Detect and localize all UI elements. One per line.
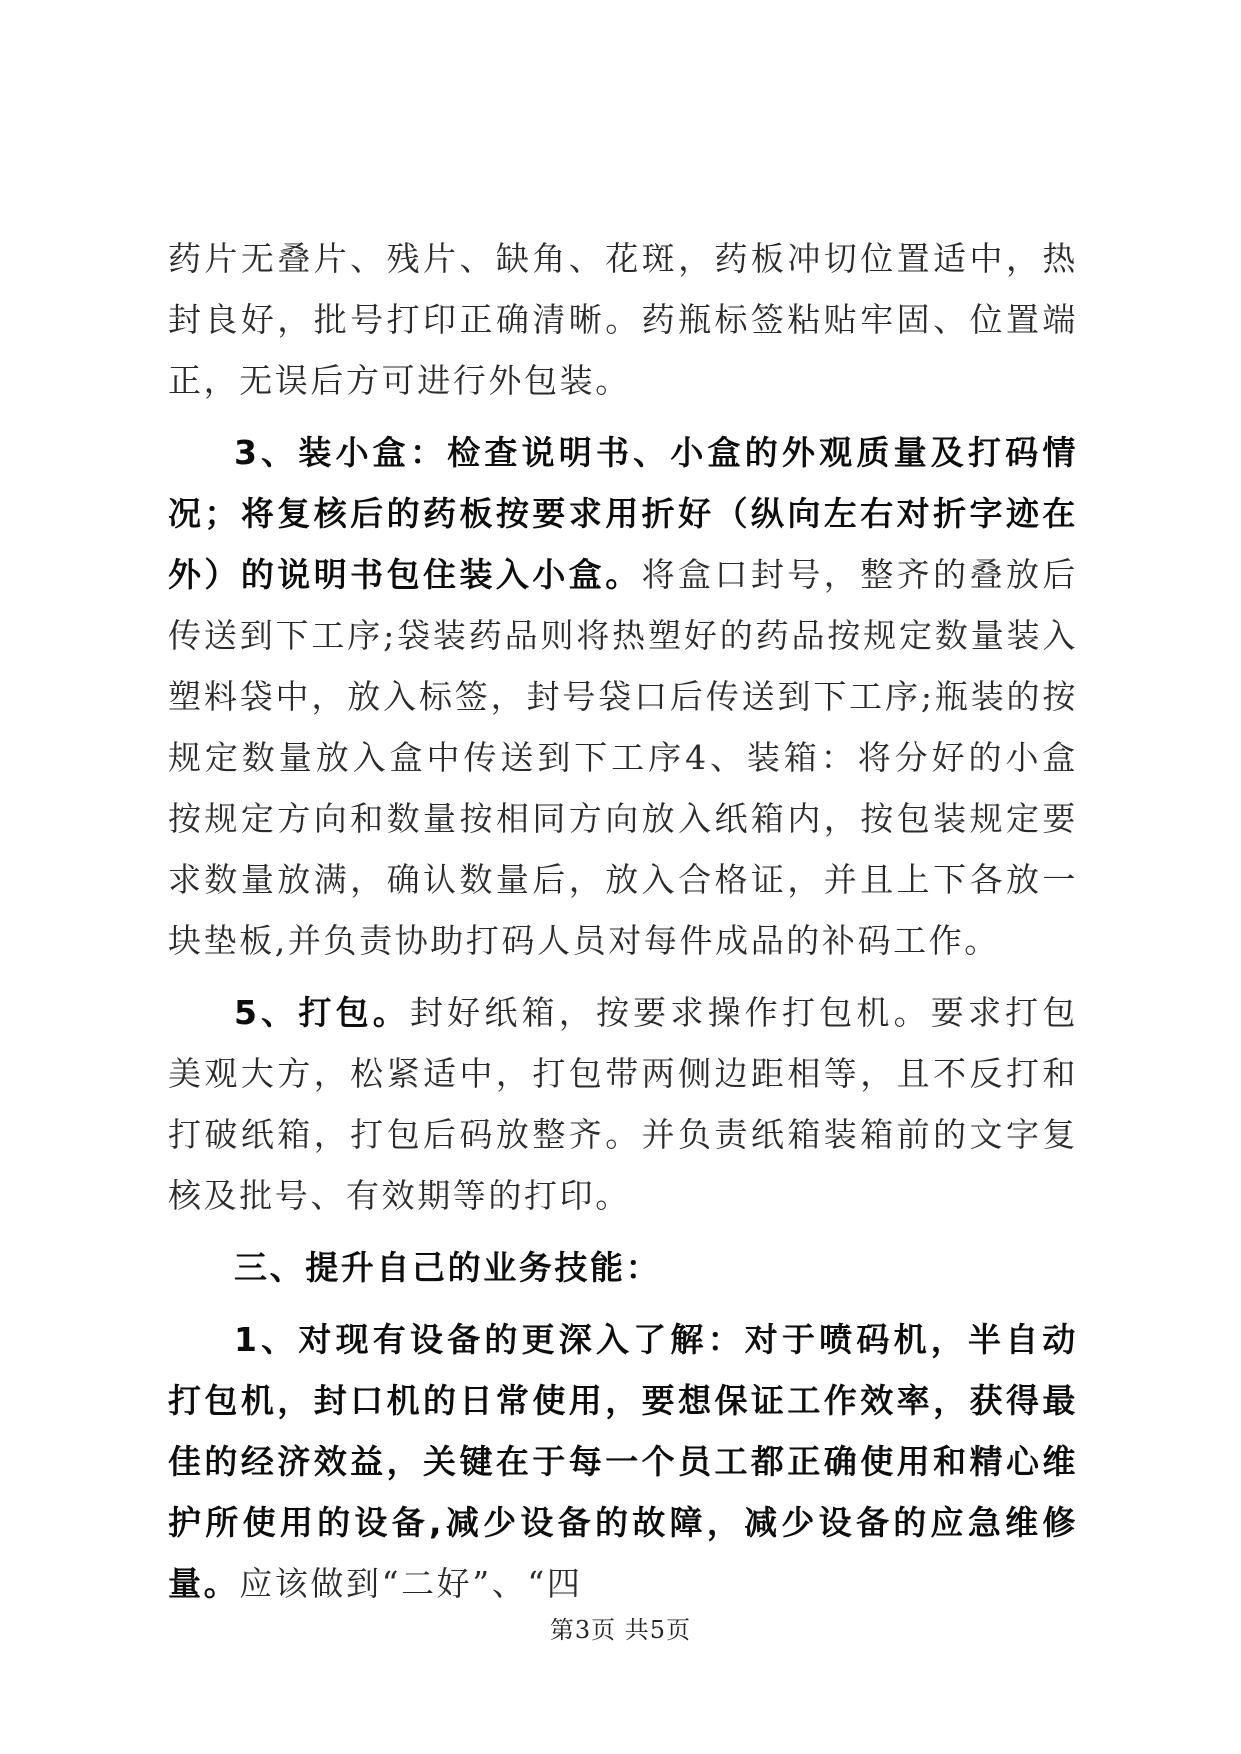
text-segment: 将盒口封号，整齐的叠放后传送到下工序;袋装药品则将热塑好的药品按规定数量装入塑料袋中，放入标签，封号袋口后传送到下工序;瓶装的按规定数量放入盒中传送到下工序4、装箱：将分好的小盒按规定方向和数量按相同方向放入纸箱内，按包装规定要求数量放满，确认数量后，放入合格证，并且上下各放一块垫板,并负责协助打码人员对每件成品的补码工作。 <box>168 555 1078 960</box>
text-segment: 三、提升自己的业务技能： <box>234 1248 662 1287</box>
section-heading-skills <box>168 1237 1078 1298</box>
document-body <box>168 228 1078 1614</box>
paragraph-strapping <box>168 982 1078 1226</box>
text-segment: 药片无叠片、残片、缺角、花斑，药板冲切位置适中，热封良好，批号打印正确清晰。药瓶标签粘贴牢固、位置端正，无误后方可进行外包装。 <box>168 239 1078 400</box>
text-segment: 5、打包。 <box>234 993 410 1032</box>
text-segment: 3、装小盒：检查说明书、小盒的外观质量及打码情况；将复核后的药板按要求用折好（纵向左右对折字迹在外）的说明书包住装入小盒。 <box>168 433 1078 594</box>
text-segment: 1、对现有设备的更深入了解：对于喷码机，半自动打包机，封口机的日常使用，要想保证工作效率，获得最佳的经济效益，关键在于每一个员工都正确使用和精心维护所使用的设备,减少设备的故障，减少设备的应急维修量。 <box>168 1320 1078 1603</box>
text-segment: 封好纸箱，按要求操作打包机。要求打包美观大方，松紧适中，打包带两侧边距相等，且不反打和打破纸箱，打包后码放整齐。并负责纸箱装箱前的文字复核及批号、有效期等的打印。 <box>168 993 1078 1215</box>
paragraph-equipment-knowledge <box>168 1309 1078 1614</box>
text-segment: 应该做到“二好”、“四 <box>239 1564 583 1603</box>
paragraph-tablet-inspection <box>168 228 1078 411</box>
page-number-footer: 第3页 共5页 <box>549 1616 692 1644</box>
paragraph-small-box-packing <box>168 422 1078 971</box>
